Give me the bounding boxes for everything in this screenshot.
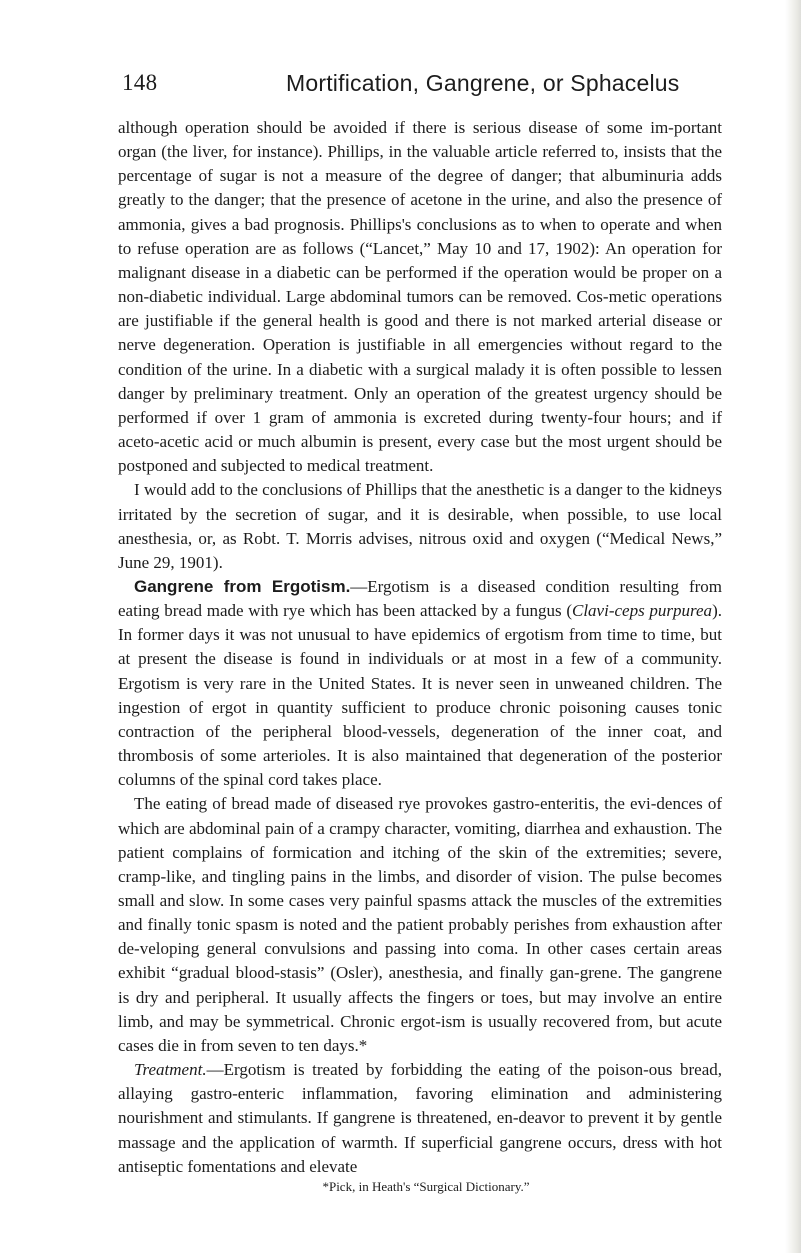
body-text <box>118 116 722 1179</box>
paragraph-anesthetic: I would add to the conclusions of Phillips that the anesthetic is a danger to the kidneys irritated by the secretion of sugar, and it is desirable, when possible, to use local anesthesia, or, as Robt. T. Morris advises, nitrous oxid and oxygen (“Medical News,” June 29, 1901). <box>118 480 722 572</box>
ergotism-text-a: —Ergotism is a diseased condition resulting from eating bread made with rye which has been attacked by a fungus ( <box>118 576 722 621</box>
fungus-species-name: Clavi-ceps purpurea <box>572 601 713 621</box>
paragraph-treatment <box>118 1058 722 1179</box>
paragraph-ergotism <box>118 575 722 792</box>
page-header <box>118 68 722 108</box>
treatment-text: —Ergotism is treated by forbidding the eating of the poison-ous bread, allaying gastro-enteric inflammation, favoring elimination and administering nourishment and stimulants. If gangrene is threatened, en-deavor to prevent it by gentle massage and the application of warmth. If superficial gangrene occurs, dress with hot antiseptic fomentations and elevate <box>118 1060 722 1176</box>
treatment-label: Treatment. <box>134 1060 207 1080</box>
section-heading-ergotism: Gangrene from Ergotism. <box>134 576 351 596</box>
page-number: 148 <box>122 70 158 95</box>
footnote: *Pick, in Heath's “Surgical Dictionary.” <box>322 1178 530 1194</box>
book-page <box>118 68 722 1195</box>
paragraph-symptoms: The eating of bread made of diseased rye provokes gastro-enteritis, the evi-dences of which are abdominal pain of a crampy character, vomiting, diarrhea and exhaustion. The patient complains of formication and itching of the skin of the extremities; severe, cramp-like, and tingling pains in the limbs, and disorder of vision. The pulse becomes small and slow. In some cases very painful spasms attack the muscles of the extremities and finally tonic spasm is noted and the patient probably perishes from exhaustion after de-veloping general convulsions and passing into coma. In other cases certain areas exhibit “gradual blood-stasis” (Osler), anesthesia, and finally gan-grene. The gangrene is dry and peripheral. It usually affects the fingers or toes, but may involve an entire limb, and may be symmetrical. Chronic ergot-ism is usually recovered from, but acute cases die in from seven to ten days.* <box>118 794 722 1055</box>
scan-page-edge <box>785 0 801 1253</box>
paragraph-diabetic-operations: although operation should be avoided if there is serious disease of some im-portant organ (the liver, for instance). Phillips, in the valuable article referred to, insists that the percentage of sugar is not a measure of the degree of danger; that albuminuria adds greatly to the danger; that the presence of acetone in the urine, and also the presence of ammonia, gives a bad prognosis. Phillips's conclusions as to when to operate and when to refuse operation are as follows (“Lancet,” May 10 and 17, 1902): An operation for malignant disease in a diabetic can be performed if the operation would be proper on a non-diabetic individual. Large abdominal tumors can be removed. Cos-metic operations are justifiable if the general health is good and there is not marked arterial disease or nerve degeneration. Operation is justifiable in all emergencies without regard to the condition of the urine. In a diabetic with a surgical malady it is often possible to lessen danger by preliminary treatment. Only an operation of the greatest urgency should be performed if over 1 gram of ammonia is excreted during twenty-four hours; and if aceto-acetic acid or much albumin is present, every case but the most urgent should be postponed and subjected to medical treatment. <box>118 118 722 476</box>
ergotism-text-b: ). In former days it was not unusual to have epidemics of ergotism from time to time, but at present the disease is found in individuals or at most in a few of a community. Ergotism is very rare in the United States. It is never seen in unweaned children. The ingestion of ergot in quantity sufficient to produce chronic poisoning causes tonic contraction of the peripheral blood-vessels, degeneration of the inner coat, and thrombosis of some arterioles. It is also maintained that degeneration of the posterior columns of the spinal cord takes place. <box>118 601 722 790</box>
running-title: Mortification, Gangrene, or Sphacelus <box>286 70 680 96</box>
